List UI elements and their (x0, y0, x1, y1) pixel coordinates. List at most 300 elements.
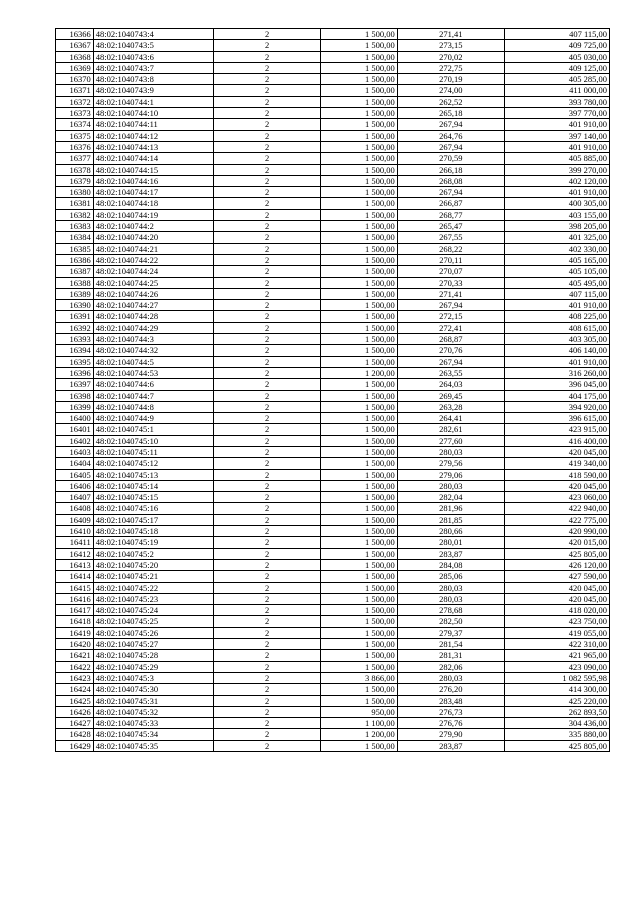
specific-value-cell: 276,20 (397, 684, 504, 695)
area-cell: 1 500,00 (321, 153, 398, 164)
cadastral-number-cell: 48:02:1040745:34 (93, 729, 213, 740)
specific-value-cell: 279,90 (397, 729, 504, 740)
row-number-cell: 16392 (56, 322, 94, 333)
area-cell: 1 500,00 (321, 40, 398, 51)
row-number-cell: 16380 (56, 187, 94, 198)
area-cell: 1 500,00 (321, 288, 398, 299)
specific-value-cell: 279,06 (397, 469, 504, 480)
cadastral-value-cell: 402 120,00 (504, 175, 609, 186)
specific-value-cell: 280,03 (397, 446, 504, 457)
specific-value-cell: 271,41 (397, 29, 504, 40)
category-cell: 2 (214, 706, 321, 717)
area-cell: 1 500,00 (321, 254, 398, 265)
cadastral-number-cell: 48:02:1040745:17 (93, 514, 213, 525)
cadastral-number-cell: 48:02:1040745:16 (93, 503, 213, 514)
category-cell: 2 (214, 322, 321, 333)
category-cell: 2 (214, 526, 321, 537)
specific-value-cell: 265,47 (397, 221, 504, 232)
cadastral-value-cell: 422 775,00 (504, 514, 609, 525)
area-cell: 1 500,00 (321, 480, 398, 491)
specific-value-cell: 280,03 (397, 672, 504, 683)
row-number-cell: 16408 (56, 503, 94, 514)
category-cell: 2 (214, 277, 321, 288)
specific-value-cell: 272,75 (397, 62, 504, 73)
table-row (56, 627, 610, 638)
table-row (56, 334, 610, 345)
table-row (56, 232, 610, 243)
cadastral-value-cell: 316 260,00 (504, 367, 609, 378)
row-number-cell: 16399 (56, 401, 94, 412)
cadastral-value-cell: 421 965,00 (504, 650, 609, 661)
table-row (56, 684, 610, 695)
area-cell: 1 500,00 (321, 85, 398, 96)
cadastral-number-cell: 48:02:1040743:8 (93, 74, 213, 85)
cadastral-value-cell: 426 120,00 (504, 559, 609, 570)
row-number-cell: 16375 (56, 130, 94, 141)
row-number-cell: 16384 (56, 232, 94, 243)
specific-value-cell: 284,08 (397, 559, 504, 570)
area-cell: 1 500,00 (321, 627, 398, 638)
area-cell: 1 500,00 (321, 559, 398, 570)
cadastral-value-cell: 393 780,00 (504, 96, 609, 107)
category-cell: 2 (214, 446, 321, 457)
category-cell: 2 (214, 356, 321, 367)
table-row (56, 40, 610, 51)
row-number-cell: 16417 (56, 605, 94, 616)
specific-value-cell: 285,06 (397, 571, 504, 582)
table-row (56, 221, 610, 232)
cadastral-value-cell: 405 030,00 (504, 51, 609, 62)
specific-value-cell: 264,41 (397, 413, 504, 424)
row-number-cell: 16393 (56, 334, 94, 345)
specific-value-cell: 264,03 (397, 379, 504, 390)
table-row (56, 672, 610, 683)
category-cell: 2 (214, 74, 321, 85)
cadastral-value-cell: 406 140,00 (504, 345, 609, 356)
row-number-cell: 16372 (56, 96, 94, 107)
table-row (56, 571, 610, 582)
area-cell: 1 500,00 (321, 119, 398, 130)
cadastral-number-cell: 48:02:1040744:18 (93, 198, 213, 209)
table-row (56, 29, 610, 40)
area-cell: 1 500,00 (321, 582, 398, 593)
cadastral-value-cell: 405 495,00 (504, 277, 609, 288)
table-row (56, 559, 610, 570)
cadastral-number-cell: 48:02:1040744:25 (93, 277, 213, 288)
specific-value-cell: 280,03 (397, 582, 504, 593)
cadastral-value-cell: 420 990,00 (504, 526, 609, 537)
area-cell: 1 500,00 (321, 401, 398, 412)
table-row (56, 390, 610, 401)
row-number-cell: 16370 (56, 74, 94, 85)
area-cell: 1 500,00 (321, 526, 398, 537)
cadastral-value-cell: 423 090,00 (504, 661, 609, 672)
category-cell: 2 (214, 537, 321, 548)
row-number-cell: 16374 (56, 119, 94, 130)
specific-value-cell: 277,60 (397, 435, 504, 446)
cadastral-value-cell: 418 590,00 (504, 469, 609, 480)
specific-value-cell: 267,94 (397, 119, 504, 130)
cadastral-value-cell: 409 725,00 (504, 40, 609, 51)
cadastral-number-cell: 48:02:1040744:1 (93, 96, 213, 107)
cadastral-number-cell: 48:02:1040743:6 (93, 51, 213, 62)
area-cell: 1 500,00 (321, 334, 398, 345)
row-number-cell: 16419 (56, 627, 94, 638)
cadastral-value-cell: 401 910,00 (504, 119, 609, 130)
specific-value-cell: 280,03 (397, 593, 504, 604)
cadastral-number-cell: 48:02:1040744:29 (93, 322, 213, 333)
cadastral-value-cell: 425 220,00 (504, 695, 609, 706)
table-row (56, 503, 610, 514)
cadastral-value-cell: 420 045,00 (504, 593, 609, 604)
area-cell: 1 500,00 (321, 650, 398, 661)
category-cell: 2 (214, 153, 321, 164)
specific-value-cell: 279,37 (397, 627, 504, 638)
specific-value-cell: 273,15 (397, 40, 504, 51)
area-cell: 1 500,00 (321, 198, 398, 209)
row-number-cell: 16424 (56, 684, 94, 695)
category-cell: 2 (214, 729, 321, 740)
category-cell: 2 (214, 413, 321, 424)
category-cell: 2 (214, 559, 321, 570)
cadastral-number-cell: 48:02:1040745:33 (93, 718, 213, 729)
area-cell: 1 500,00 (321, 345, 398, 356)
cadastral-value-cell: 407 115,00 (504, 288, 609, 299)
table-row (56, 322, 610, 333)
cadastral-number-cell: 48:02:1040745:32 (93, 706, 213, 717)
specific-value-cell: 270,07 (397, 266, 504, 277)
cadastral-number-cell: 48:02:1040745:18 (93, 526, 213, 537)
cadastral-value-cell: 399 270,00 (504, 164, 609, 175)
cadastral-number-cell: 48:02:1040744:2 (93, 221, 213, 232)
cadastral-number-cell: 48:02:1040744:19 (93, 209, 213, 220)
specific-value-cell: 263,55 (397, 367, 504, 378)
cadastral-value-cell: 420 045,00 (504, 480, 609, 491)
row-number-cell: 16371 (56, 85, 94, 96)
category-cell: 2 (214, 514, 321, 525)
cadastral-value-table (55, 28, 610, 752)
specific-value-cell: 281,31 (397, 650, 504, 661)
area-cell: 1 500,00 (321, 141, 398, 152)
cadastral-number-cell: 48:02:1040745:15 (93, 492, 213, 503)
category-cell: 2 (214, 616, 321, 627)
cadastral-value-cell: 405 105,00 (504, 266, 609, 277)
area-cell: 1 500,00 (321, 130, 398, 141)
cadastral-value-cell: 405 165,00 (504, 254, 609, 265)
table-row (56, 639, 610, 650)
cadastral-value-cell: 422 940,00 (504, 503, 609, 514)
table-row (56, 85, 610, 96)
row-number-cell: 16391 (56, 311, 94, 322)
cadastral-value-cell: 419 340,00 (504, 458, 609, 469)
table-row (56, 740, 610, 751)
specific-value-cell: 283,87 (397, 740, 504, 751)
cadastral-number-cell: 48:02:1040744:8 (93, 401, 213, 412)
cadastral-value-cell: 423 060,00 (504, 492, 609, 503)
row-number-cell: 16413 (56, 559, 94, 570)
area-cell: 1 500,00 (321, 29, 398, 40)
cadastral-value-cell: 418 020,00 (504, 605, 609, 616)
area-cell: 1 500,00 (321, 311, 398, 322)
table-row (56, 469, 610, 480)
category-cell: 2 (214, 164, 321, 175)
cadastral-number-cell: 48:02:1040745:27 (93, 639, 213, 650)
area-cell: 1 500,00 (321, 266, 398, 277)
table-row (56, 51, 610, 62)
area-cell: 1 500,00 (321, 175, 398, 186)
cadastral-number-cell: 48:02:1040744:9 (93, 413, 213, 424)
row-number-cell: 16425 (56, 695, 94, 706)
specific-value-cell: 280,66 (397, 526, 504, 537)
row-number-cell: 16411 (56, 537, 94, 548)
cadastral-number-cell: 48:02:1040743:4 (93, 29, 213, 40)
specific-value-cell: 282,61 (397, 424, 504, 435)
area-cell: 1 500,00 (321, 593, 398, 604)
table-row (56, 413, 610, 424)
cadastral-value-cell: 423 750,00 (504, 616, 609, 627)
category-cell: 2 (214, 661, 321, 672)
row-number-cell: 16385 (56, 243, 94, 254)
table-row (56, 605, 610, 616)
row-number-cell: 16404 (56, 458, 94, 469)
specific-value-cell: 283,48 (397, 695, 504, 706)
area-cell: 1 500,00 (321, 300, 398, 311)
table-row (56, 96, 610, 107)
row-number-cell: 16429 (56, 740, 94, 751)
area-cell: 1 500,00 (321, 605, 398, 616)
table-row (56, 367, 610, 378)
row-number-cell: 16402 (56, 435, 94, 446)
cadastral-number-cell: 48:02:1040744:26 (93, 288, 213, 299)
table-row (56, 311, 610, 322)
area-cell: 1 500,00 (321, 537, 398, 548)
cadastral-value-cell: 409 125,00 (504, 62, 609, 73)
cadastral-number-cell: 48:02:1040744:10 (93, 108, 213, 119)
area-cell: 1 500,00 (321, 51, 398, 62)
table-row (56, 345, 610, 356)
category-cell: 2 (214, 582, 321, 593)
row-number-cell: 16388 (56, 277, 94, 288)
specific-value-cell: 267,94 (397, 187, 504, 198)
category-cell: 2 (214, 198, 321, 209)
row-number-cell: 16383 (56, 221, 94, 232)
table-row (56, 198, 610, 209)
area-cell: 1 500,00 (321, 695, 398, 706)
cadastral-number-cell: 48:02:1040744:32 (93, 345, 213, 356)
cadastral-number-cell: 48:02:1040744:7 (93, 390, 213, 401)
table-row (56, 243, 610, 254)
area-cell: 1 500,00 (321, 424, 398, 435)
category-cell: 2 (214, 209, 321, 220)
cadastral-number-cell: 48:02:1040745:26 (93, 627, 213, 638)
table-row (56, 187, 610, 198)
area-cell: 1 500,00 (321, 684, 398, 695)
table-row (56, 401, 610, 412)
specific-value-cell: 269,45 (397, 390, 504, 401)
cadastral-value-cell: 262 893,50 (504, 706, 609, 717)
row-number-cell: 16405 (56, 469, 94, 480)
specific-value-cell: 266,18 (397, 164, 504, 175)
cadastral-value-cell: 398 205,00 (504, 221, 609, 232)
cadastral-value-cell: 420 015,00 (504, 537, 609, 548)
table-row (56, 548, 610, 559)
table-row (56, 616, 610, 627)
category-cell: 2 (214, 435, 321, 446)
category-cell: 2 (214, 605, 321, 616)
specific-value-cell: 278,68 (397, 605, 504, 616)
area-cell: 1 500,00 (321, 232, 398, 243)
table-row (56, 514, 610, 525)
cadastral-value-cell: 405 285,00 (504, 74, 609, 85)
row-number-cell: 16415 (56, 582, 94, 593)
row-number-cell: 16401 (56, 424, 94, 435)
cadastral-number-cell: 48:02:1040745:13 (93, 469, 213, 480)
table-row (56, 108, 610, 119)
cadastral-value-cell: 403 155,00 (504, 209, 609, 220)
cadastral-number-cell: 48:02:1040744:17 (93, 187, 213, 198)
document-page (55, 28, 610, 752)
area-cell: 1 500,00 (321, 390, 398, 401)
table-row (56, 526, 610, 537)
cadastral-value-cell: 420 045,00 (504, 582, 609, 593)
specific-value-cell: 267,55 (397, 232, 504, 243)
cadastral-number-cell: 48:02:1040744:13 (93, 141, 213, 152)
area-cell: 1 500,00 (321, 503, 398, 514)
area-cell: 1 500,00 (321, 571, 398, 582)
cadastral-value-cell: 403 305,00 (504, 334, 609, 345)
row-number-cell: 16420 (56, 639, 94, 650)
specific-value-cell: 268,77 (397, 209, 504, 220)
specific-value-cell: 282,04 (397, 492, 504, 503)
specific-value-cell: 272,15 (397, 311, 504, 322)
cadastral-number-cell: 48:02:1040745:28 (93, 650, 213, 661)
row-number-cell: 16366 (56, 29, 94, 40)
row-number-cell: 16386 (56, 254, 94, 265)
cadastral-value-cell: 405 885,00 (504, 153, 609, 164)
area-cell: 3 866,00 (321, 672, 398, 683)
cadastral-value-cell: 396 045,00 (504, 379, 609, 390)
cadastral-value-cell: 400 305,00 (504, 198, 609, 209)
area-cell: 950,00 (321, 706, 398, 717)
row-number-cell: 16390 (56, 300, 94, 311)
table-row (56, 164, 610, 175)
cadastral-number-cell: 48:02:1040743:5 (93, 40, 213, 51)
specific-value-cell: 283,87 (397, 548, 504, 559)
table-row (56, 661, 610, 672)
table-row (56, 424, 610, 435)
category-cell: 2 (214, 401, 321, 412)
row-number-cell: 16376 (56, 141, 94, 152)
category-cell: 2 (214, 740, 321, 751)
cadastral-number-cell: 48:02:1040745:12 (93, 458, 213, 469)
category-cell: 2 (214, 469, 321, 480)
category-cell: 2 (214, 390, 321, 401)
specific-value-cell: 270,59 (397, 153, 504, 164)
table-row (56, 706, 610, 717)
row-number-cell: 16379 (56, 175, 94, 186)
cadastral-number-cell: 48:02:1040744:14 (93, 153, 213, 164)
cadastral-value-cell: 411 000,00 (504, 85, 609, 96)
category-cell: 2 (214, 379, 321, 390)
category-cell: 2 (214, 288, 321, 299)
category-cell: 2 (214, 480, 321, 491)
area-cell: 1 200,00 (321, 367, 398, 378)
row-number-cell: 16407 (56, 492, 94, 503)
area-cell: 1 500,00 (321, 413, 398, 424)
area-cell: 1 500,00 (321, 446, 398, 457)
category-cell: 2 (214, 718, 321, 729)
category-cell: 2 (214, 108, 321, 119)
cadastral-value-cell: 422 310,00 (504, 639, 609, 650)
category-cell: 2 (214, 62, 321, 73)
specific-value-cell: 279,56 (397, 458, 504, 469)
area-cell: 1 500,00 (321, 379, 398, 390)
table-row (56, 582, 610, 593)
specific-value-cell: 263,28 (397, 401, 504, 412)
cadastral-value-cell: 408 225,00 (504, 311, 609, 322)
category-cell: 2 (214, 684, 321, 695)
cadastral-number-cell: 48:02:1040745:31 (93, 695, 213, 706)
cadastral-number-cell: 48:02:1040745:23 (93, 593, 213, 604)
cadastral-number-cell: 48:02:1040745:22 (93, 582, 213, 593)
cadastral-number-cell: 48:02:1040745:19 (93, 537, 213, 548)
row-number-cell: 16406 (56, 480, 94, 491)
area-cell: 1 500,00 (321, 277, 398, 288)
cadastral-number-cell: 48:02:1040745:3 (93, 672, 213, 683)
table-row (56, 288, 610, 299)
cadastral-number-cell: 48:02:1040744:53 (93, 367, 213, 378)
table-row (56, 62, 610, 73)
category-cell: 2 (214, 130, 321, 141)
specific-value-cell: 281,54 (397, 639, 504, 650)
table-row (56, 209, 610, 220)
table-row (56, 718, 610, 729)
cadastral-value-cell: 401 910,00 (504, 187, 609, 198)
category-cell: 2 (214, 141, 321, 152)
area-cell: 1 500,00 (321, 187, 398, 198)
cadastral-number-cell: 48:02:1040745:30 (93, 684, 213, 695)
cadastral-number-cell: 48:02:1040744:27 (93, 300, 213, 311)
specific-value-cell: 267,94 (397, 141, 504, 152)
row-number-cell: 16378 (56, 164, 94, 175)
specific-value-cell: 281,96 (397, 503, 504, 514)
cadastral-value-cell: 335 880,00 (504, 729, 609, 740)
table-row (56, 175, 610, 186)
cadastral-number-cell: 48:02:1040744:22 (93, 254, 213, 265)
table-row (56, 119, 610, 130)
category-cell: 2 (214, 51, 321, 62)
row-number-cell: 16368 (56, 51, 94, 62)
row-number-cell: 16412 (56, 548, 94, 559)
category-cell: 2 (214, 254, 321, 265)
table-row (56, 435, 610, 446)
cadastral-number-cell: 48:02:1040745:14 (93, 480, 213, 491)
cadastral-number-cell: 48:02:1040744:15 (93, 164, 213, 175)
category-cell: 2 (214, 345, 321, 356)
row-number-cell: 16409 (56, 514, 94, 525)
category-cell: 2 (214, 639, 321, 650)
table-row (56, 254, 610, 265)
category-cell: 2 (214, 187, 321, 198)
row-number-cell: 16426 (56, 706, 94, 717)
area-cell: 1 500,00 (321, 740, 398, 751)
category-cell: 2 (214, 311, 321, 322)
area-cell: 1 500,00 (321, 435, 398, 446)
row-number-cell: 16416 (56, 593, 94, 604)
cadastral-value-cell: 414 300,00 (504, 684, 609, 695)
row-number-cell: 16389 (56, 288, 94, 299)
table-row (56, 266, 610, 277)
